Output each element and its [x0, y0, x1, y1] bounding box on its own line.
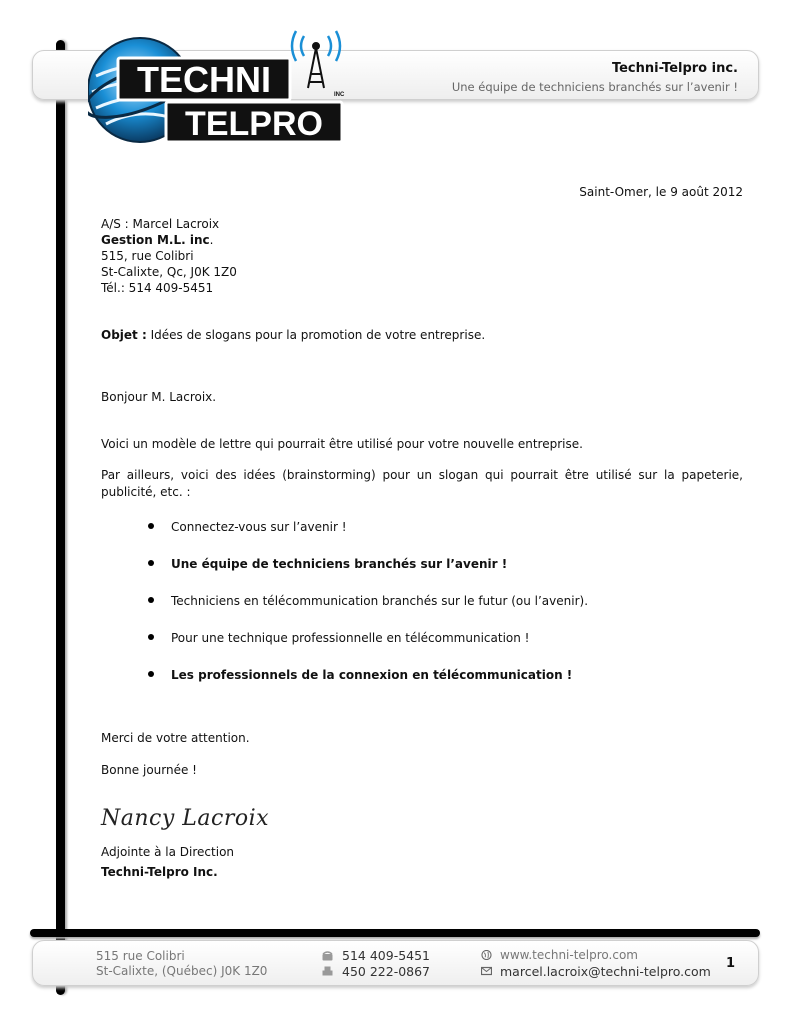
footer-address-line2: St-Calixte, (Québec) J0K 1Z0: [96, 964, 268, 978]
signer-company: Techni-Telpro Inc.: [101, 865, 218, 879]
header-tagline: Une équipe de techniciens branchés sur l’avenir !: [451, 80, 738, 94]
slogan-item: Techniciens en télécommunication branchés sur le futur (ou l’avenir).: [171, 594, 589, 608]
slogan-item: Pour une technique professionnelle en télécommunication !: [171, 631, 530, 645]
email-icon: [481, 966, 492, 976]
closing-thanks: Merci de votre attention.: [101, 731, 250, 745]
left-vertical-bar: [56, 40, 65, 995]
footer-band: [32, 940, 759, 986]
page-number: 1: [726, 956, 736, 971]
footer-horizontal-bar: [30, 929, 760, 937]
paragraph-2: Par ailleurs, voici des idées (brainstorming) pour un slogan qui pourrait être utilisé sur la papeterie, publicité, etc. :: [101, 468, 743, 499]
greeting: Bonjour M. Lacroix.: [101, 390, 217, 404]
slogan-item: Connectez-vous sur l’avenir !: [171, 520, 347, 534]
recipient-company-line: [101, 232, 213, 248]
logo-text-telpro: TELPRO: [185, 105, 323, 143]
header-company-name: Techni-Telpro inc.: [611, 61, 738, 76]
recipient-company-suffix: .: [209, 233, 214, 247]
letter-date: Saint-Omer, le 9 août 2012: [579, 185, 743, 199]
bullet-1: [148, 523, 154, 529]
recipient-street: 515, rue Colibri: [101, 249, 194, 263]
footer-address-line1: 515 rue Colibri: [96, 949, 185, 963]
logo-text-techni: TECHNI: [137, 59, 271, 100]
closing-greeting: Bonne journée !: [101, 763, 197, 777]
bullet-5: [148, 671, 154, 677]
fax-icon: [322, 966, 333, 976]
slogan-item: Une équipe de techniciens branchés sur l’avenir !: [171, 557, 508, 571]
slogan-item: Les professionnels de la connexion en télécommunication !: [171, 668, 573, 682]
techni-telpro-logo: [88, 26, 353, 154]
antenna-tower-icon: [292, 31, 340, 88]
recipient-phone: Tél.: 514 409-5451: [101, 281, 214, 295]
signer-title: Adjointe à la Direction: [101, 845, 235, 859]
footer-fax: 450 222-0867: [342, 964, 431, 979]
footer-email[interactable]: marcel.lacroix@techni-telpro.com: [500, 964, 711, 979]
logo-inc: INC: [334, 92, 345, 98]
footer-phone: 514 409-5451: [342, 948, 431, 963]
globe-icon: [481, 950, 492, 960]
recipient-company: Gestion M.L. inc: [101, 233, 210, 247]
signature: Nancy Lacroix: [101, 806, 270, 831]
phone-icon: [322, 951, 333, 961]
bullet-4: [148, 634, 154, 640]
subject-line: [101, 327, 485, 343]
recipient-city: St-Calixte, Qc, J0K 1Z0: [101, 265, 237, 279]
footer-website[interactable]: www.techni-telpro.com: [500, 948, 638, 962]
bullet-3: [148, 597, 154, 603]
subject-label: Objet :: [101, 328, 147, 342]
paragraph-1: Voici un modèle de lettre qui pourrait être utilisé pour votre nouvelle entreprise.: [101, 437, 583, 451]
recipient-attention: A/S : Marcel Lacroix: [101, 217, 220, 231]
bullet-2: [148, 560, 154, 566]
subject-text: Idées de slogans pour la promotion de votre entreprise.: [146, 328, 486, 342]
